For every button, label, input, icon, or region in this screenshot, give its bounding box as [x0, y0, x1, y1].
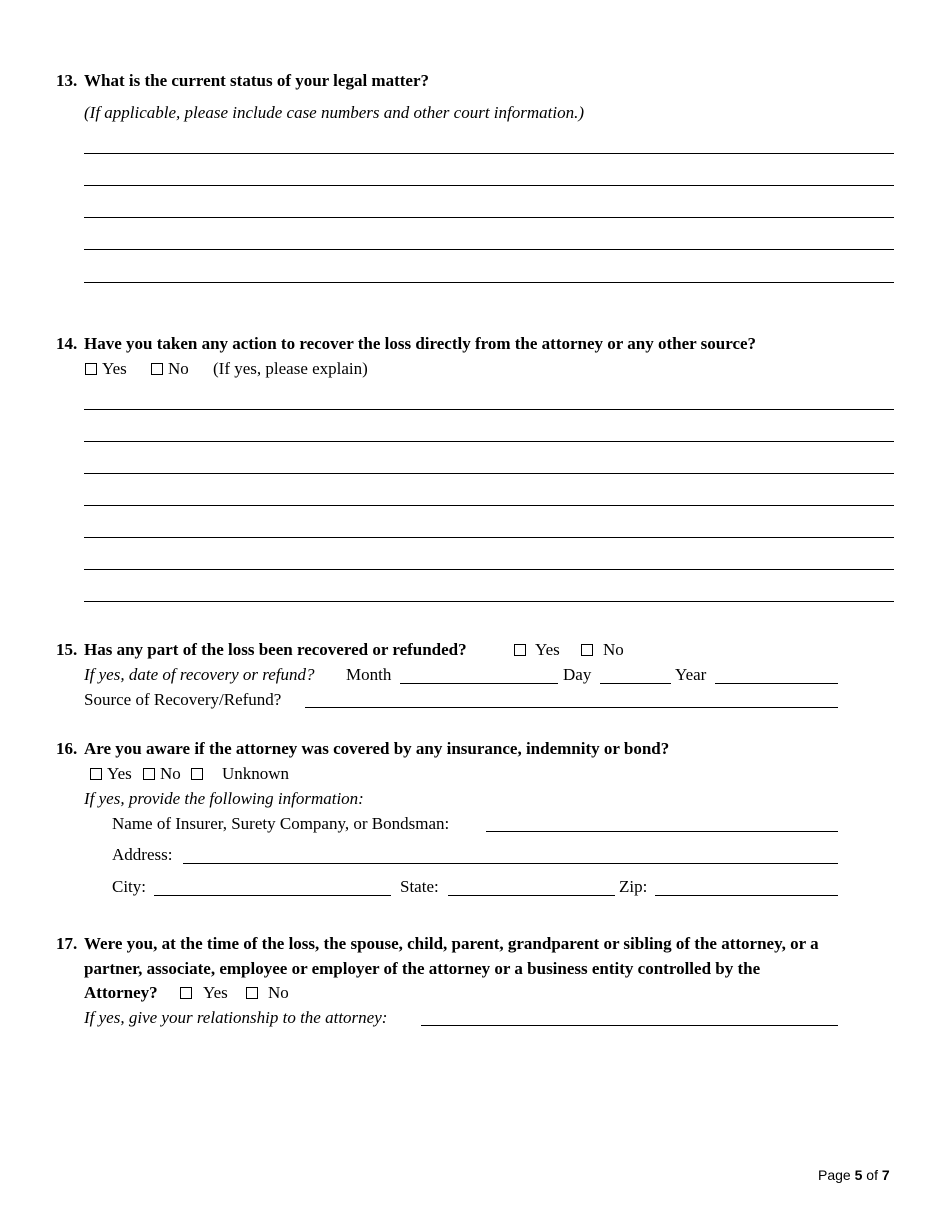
q14-answer-line-4[interactable]: [84, 505, 894, 506]
q17-yes-checkbox[interactable]: [180, 987, 192, 999]
q16-no-option[interactable]: [143, 765, 181, 782]
q17-number: 17.: [56, 934, 78, 953]
q16-provide-note: If yes, provide the following information:: [84, 789, 364, 808]
q16-question: Are you aware if the attorney was covered by any insurance, indemnity or bond?: [84, 739, 670, 758]
q15-day-field[interactable]: [600, 683, 671, 684]
q17-question-line-1: Were you, at the time of the loss, the spouse, child, parent, grandparent or sibling of the attorney, or a: [84, 934, 819, 953]
q14-answer-line-6[interactable]: [84, 569, 894, 570]
q13-number: 13.: [56, 71, 78, 90]
q17-no-option[interactable]: [246, 984, 289, 1001]
q16-city-label: City:: [112, 877, 147, 896]
q16-unknown-label: Unknown: [222, 764, 290, 783]
q14-yes-label: Yes: [102, 359, 127, 378]
q15-number: 15.: [56, 640, 78, 659]
q16-number: 16.: [56, 739, 78, 758]
q15-no-option[interactable]: [581, 641, 624, 658]
q14-no-label: No: [168, 359, 189, 378]
q17-no-label: No: [268, 983, 289, 1002]
q16-state-label: State:: [400, 877, 439, 896]
q13-answer-line-2[interactable]: [84, 185, 894, 186]
page-word: Page: [818, 1167, 851, 1183]
q14-answer-line-5[interactable]: [84, 537, 894, 538]
q17-yes-label: Yes: [203, 983, 228, 1002]
q15-year-label: Year: [675, 665, 707, 684]
q14-question: Have you taken any action to recover the loss directly from the attorney or any other source?: [84, 334, 757, 353]
q16-unknown-option[interactable]: [191, 765, 289, 782]
q16-city-field[interactable]: [154, 895, 391, 896]
q16-no-checkbox[interactable]: [143, 768, 155, 780]
q14-no-option[interactable]: [151, 360, 189, 377]
q15-day-label: Day: [563, 665, 592, 684]
q14-explain-note: (If yes, please explain): [213, 359, 368, 378]
q14-yes-option[interactable]: [85, 360, 127, 377]
q16-yes-label: Yes: [107, 764, 132, 783]
q17-no-checkbox[interactable]: [246, 987, 258, 999]
q16-address-label: Address:: [112, 845, 173, 864]
q16-unknown-checkbox[interactable]: [191, 768, 203, 780]
q15-no-checkbox[interactable]: [581, 644, 593, 656]
q15-month-label: Month: [346, 665, 392, 684]
q14-answer-line-2[interactable]: [84, 441, 894, 442]
q15-month-field[interactable]: [400, 683, 558, 684]
q14-answer-line-1[interactable]: [84, 409, 894, 410]
q14-answer-line-3[interactable]: [84, 473, 894, 474]
q15-no-label: No: [603, 640, 624, 659]
q16-yes-checkbox[interactable]: [90, 768, 102, 780]
q13-question: What is the current status of your legal matter?: [84, 71, 429, 90]
current-page: 5: [854, 1167, 863, 1183]
q15-yes-option[interactable]: [514, 641, 560, 658]
q17-relationship-label: If yes, give your relationship to the attorney:: [84, 1008, 388, 1027]
q13-answer-line-1[interactable]: [84, 153, 894, 154]
q15-question: Has any part of the loss been recovered or refunded?: [84, 640, 467, 659]
q16-zip-label: Zip:: [619, 877, 648, 896]
total-pages: 7: [881, 1167, 890, 1183]
page-number: [818, 1168, 890, 1182]
q13-answer-line-3[interactable]: [84, 217, 894, 218]
q17-relationship-field[interactable]: [421, 1025, 838, 1026]
q13-answer-line-5[interactable]: [84, 282, 894, 283]
q14-answer-line-7[interactable]: [84, 601, 894, 602]
of-word: of: [866, 1167, 878, 1183]
q17-question-line-3: Attorney?: [84, 983, 158, 1002]
q14-yes-checkbox[interactable]: [85, 363, 97, 375]
q16-state-field[interactable]: [448, 895, 615, 896]
q16-insurer-field[interactable]: [486, 831, 838, 832]
q14-no-checkbox[interactable]: [151, 363, 163, 375]
q16-address-field[interactable]: [183, 863, 838, 864]
q15-source-field[interactable]: [305, 707, 838, 708]
q16-insurer-label: Name of Insurer, Surety Company, or Bondsman:: [112, 814, 450, 833]
q16-zip-field[interactable]: [655, 895, 838, 896]
q16-yes-option[interactable]: [90, 765, 132, 782]
q13-answer-line-4[interactable]: [84, 249, 894, 250]
q13-note: (If applicable, please include case numbers and other court information.): [84, 103, 584, 122]
q16-no-label: No: [160, 764, 181, 783]
q15-year-field[interactable]: [715, 683, 838, 684]
q17-yes-option[interactable]: [180, 984, 228, 1001]
q17-question-line-2: partner, associate, employee or employer of the attorney or a business entity controlled by the: [84, 959, 761, 978]
q14-number: 14.: [56, 334, 78, 353]
q15-yes-checkbox[interactable]: [514, 644, 526, 656]
q15-source-label: Source of Recovery/Refund?: [84, 690, 282, 709]
q15-yes-label: Yes: [535, 640, 560, 659]
q15-date-prompt: If yes, date of recovery or refund?: [84, 665, 315, 684]
